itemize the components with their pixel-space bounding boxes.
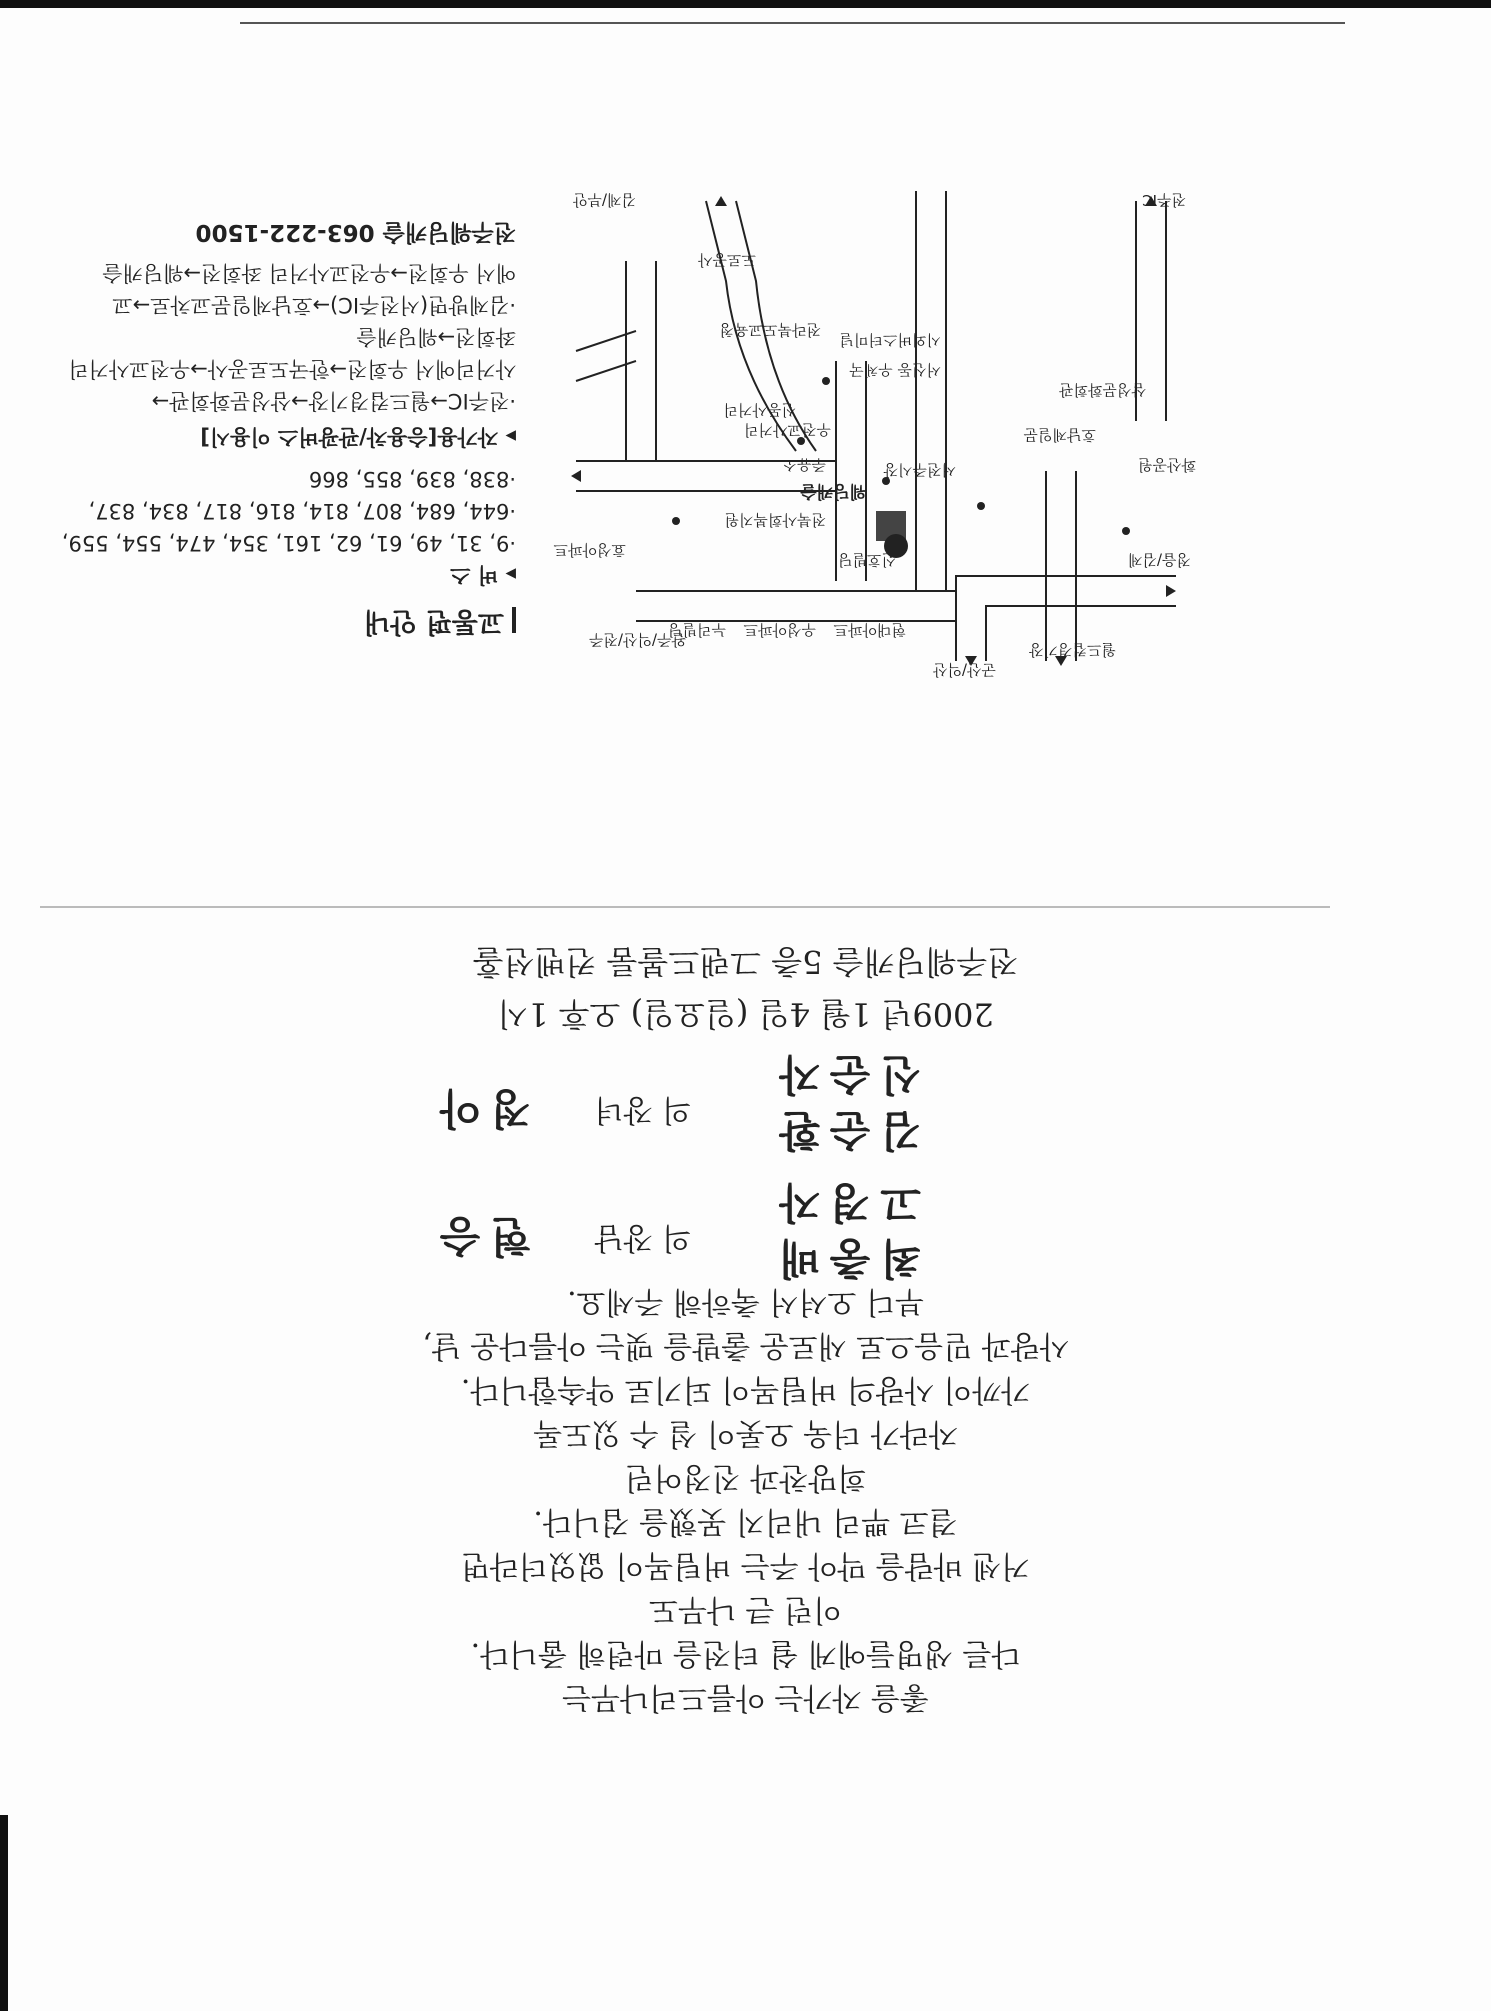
poem-line: 가까이 사랑의 버팀목이 되기로 약속합니다. — [460, 1372, 1031, 1407]
bus-numbers-line: ·644, 684, 807, 814, 816, 817, 834, 837, — [88, 499, 516, 523]
bus-numbers-line: ·9, 31, 49, 61, 62, 161, 354, 474, 554, 559, — [61, 531, 516, 555]
car-route-line: 사거리에서 우회전→한국도로공사→우전교사거리 — [68, 357, 516, 381]
map-label-dmc: 전라북도교육청 — [719, 321, 821, 339]
poem-line: 거센 바람을 막아 주는 버팀목이 없었더라면 — [460, 1548, 1031, 1583]
map-label-wanju: 완주/익산/전주 — [588, 631, 686, 649]
poem-line: 사랑과 믿음으로 새로운 출발을 맺는 아름다운 날, — [422, 1328, 1069, 1363]
map-label-apt1: 현대아파트 — [833, 621, 906, 639]
bride-relation: 의 장녀 — [594, 1092, 691, 1127]
bus-numbers-line: ·838, 839, 855, 866 — [308, 467, 516, 491]
road-east-west — [636, 591, 956, 621]
map-label-nuri: 누리빌딩 — [668, 621, 726, 639]
arrow-icon: ▸ — [505, 563, 516, 587]
map-label-apt2: 우성아파트 — [743, 621, 816, 639]
bride-name: 정아 — [429, 1084, 531, 1133]
map-label-hwasan: 화산공원 — [1138, 456, 1196, 474]
map-label-jeongeup: 정읍/김제 — [1127, 551, 1191, 569]
map-label-hyosung: 효성아파트 — [553, 541, 626, 559]
poem-line: 결코 뿌리 내리지 못했을 겁니다. — [533, 1504, 958, 1539]
map-label-gas: 주유소 — [782, 456, 826, 474]
arrow-icon — [715, 196, 727, 206]
car-route-line: ·김제방면(서전주IC)→호남제일문교차로→교 — [112, 293, 516, 317]
road-vertical-2 — [1046, 471, 1076, 661]
heading-bar — [512, 608, 516, 634]
map-label-gunsan: 군산/익산 — [932, 661, 996, 679]
groom-mother: 고경자 — [769, 1178, 921, 1227]
map-label-road: 도로공사 — [698, 251, 756, 269]
car-route-line: 좌회전→웨딩캐슬 — [356, 325, 516, 349]
bride-mother: 신순자 — [769, 1050, 921, 1099]
road-main-vertical — [836, 361, 866, 581]
map-label-hospital: 전북사회복지원 — [724, 511, 826, 529]
map-label-building: 신호빌딩 — [838, 551, 896, 569]
groom-father: 최충배 — [769, 1234, 921, 1283]
road-east-vertical — [626, 261, 656, 461]
wedding-venue: 전주웨딩캐슬 5층 그랜드볼룸 컨벤션홀 — [472, 943, 1019, 981]
groom-relation: 의 장남 — [594, 1220, 691, 1255]
map-label-gimje: 김제/부안 — [572, 191, 636, 209]
map-label-sindong: 신동사거리 — [723, 401, 796, 419]
map-roads — [553, 181, 1196, 681]
arrow-icon — [1166, 585, 1176, 597]
groom-name: 현승 — [429, 1212, 531, 1261]
car-label — [200, 423, 516, 453]
car-route-line: 에서 우회전→우전교사거리 좌회전→웨딩캐슬 — [102, 261, 516, 285]
arrow-icon — [571, 470, 581, 482]
map-label-station: 서신동 우체국 — [849, 361, 941, 379]
map-label-venue: 웨딩캐슬 — [800, 481, 866, 501]
wedding-date: 2009년 1월 4일 (일요일) 오후 1시 — [497, 995, 994, 1033]
poem-line: 다른 생명들에게 쉴 터전을 마련해 줍니다. — [470, 1636, 1021, 1671]
heading-text: 교통편 안내 — [364, 606, 504, 637]
poem-line: 좋을 자가는 아름드리나무는 — [562, 1680, 929, 1715]
road-south — [916, 191, 946, 591]
arrow-icon: ▸ — [505, 425, 516, 449]
car-label-text: 자가용[승용차/관광버스 이용시] — [200, 425, 499, 449]
bus-label-text: 버 스 — [450, 563, 499, 587]
phone: 전주웨딩캐슬 063-222-1500 — [195, 219, 516, 245]
directions-heading — [364, 605, 516, 644]
map-label-market: 서전주시장 — [883, 461, 956, 479]
bus-label — [450, 561, 516, 591]
poem-line: 자라가 더욱 오롯이 설 수 있도록 — [533, 1416, 958, 1451]
map-label-jeonju-ic: 전주IC — [1142, 191, 1186, 209]
car-route-line: ·전주IC→월드컵경기장→삼성문화회관→ — [151, 389, 516, 413]
poem-line: 부디 오셔서 축하해 주세요. — [567, 1284, 924, 1319]
map-label-honam-gate: 호남제일문 — [1023, 426, 1096, 444]
bride-father: 김순환 — [769, 1106, 921, 1155]
map-label-worldcup: 월드컵경기장 — [1029, 641, 1116, 659]
poem-line: 이런 큰 나무도 — [649, 1592, 842, 1627]
map-label-samsung: 삼성문화회관 — [1059, 381, 1146, 399]
map-label-wujeon: 우전교사거리 — [744, 421, 831, 439]
poem-line: 희망찬과 진정어린 — [624, 1460, 867, 1495]
location-map — [553, 181, 1196, 681]
map-label-bus-terminal: 시외버스터미널 — [839, 331, 941, 349]
